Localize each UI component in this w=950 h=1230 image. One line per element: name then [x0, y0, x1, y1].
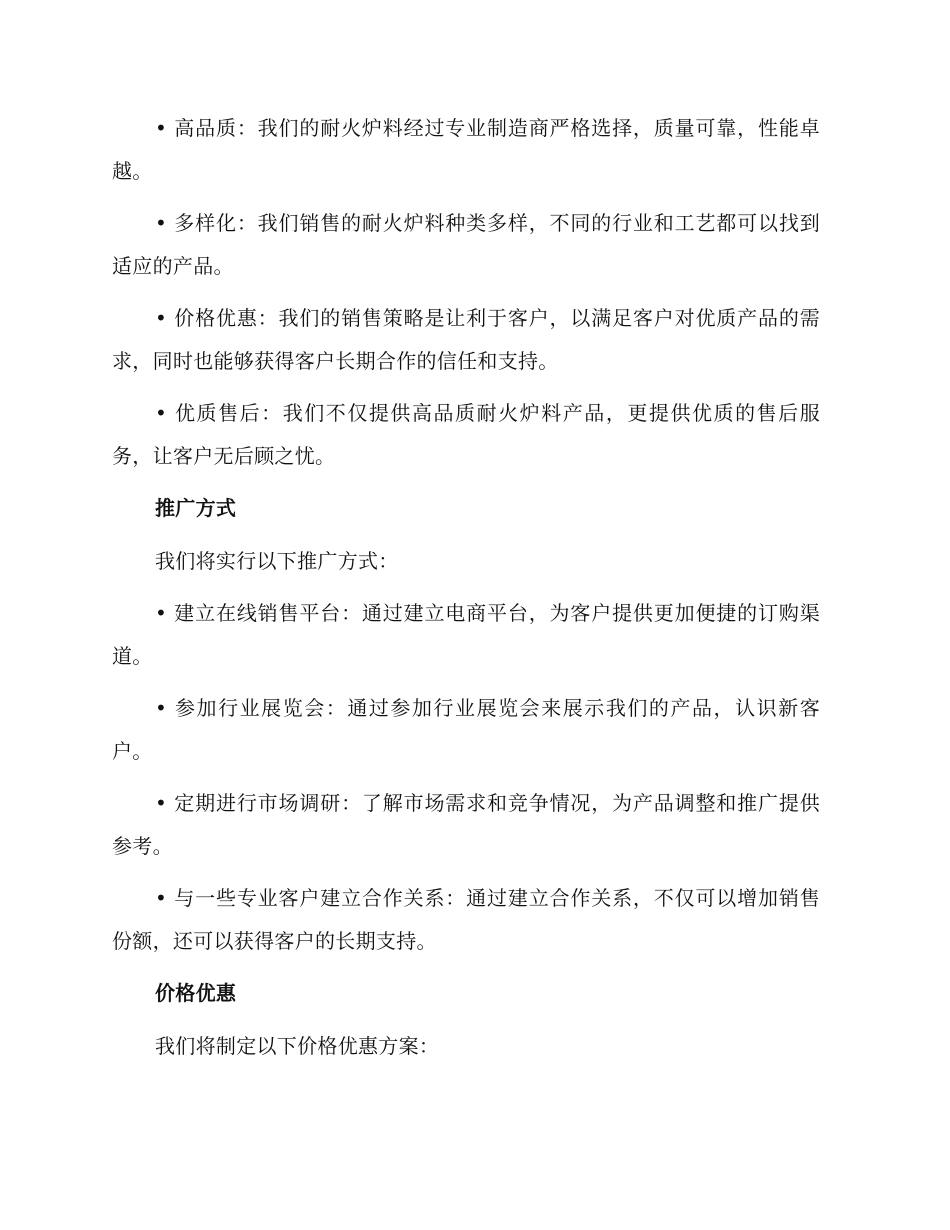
bullet-market-research: • 定期进行市场调研：了解市场需求和竞争情况，为产品调整和推广提供参考。: [112, 791, 820, 858]
promotion-intro: 我们将实行以下推广方式：: [155, 548, 399, 573]
bullet-variety: • 多样化：我们销售的耐火炉料种类多样，不同的行业和工艺都可以找到适应的产品。: [112, 211, 820, 278]
bullet-after-sales: • 优质售后：我们不仅提供高品质耐火炉料产品，更提供优质的售后服务，让客户无后顾之忧。: [112, 401, 820, 468]
document-body: [112, 107, 820, 1077]
bullet-online-platform: • 建立在线销售平台：通过建立电商平台，为客户提供更加便捷的订购渠道。: [112, 601, 820, 668]
bullet-high-quality: • 高品质：我们的耐火炉料经过专业制造商严格选择，质量可靠，性能卓越。: [112, 116, 820, 183]
section-heading-pricing: 价格优惠: [155, 981, 237, 1005]
bullet-trade-show: • 参加行业展览会：通过参加行业展览会来展示我们的产品，认识新客户。: [112, 696, 820, 763]
bullet-price-advantage: • 价格优惠：我们的销售策略是让利于客户，以满足客户对优质产品的需求，同时也能够获得客户长期合作的信任和支持。: [112, 306, 820, 373]
section-heading-promotion: 推广方式: [155, 496, 237, 520]
bullet-partnerships: • 与一些专业客户建立合作关系：通过建立合作关系，不仅可以增加销售份额，还可以获得客户的长期支持。: [112, 886, 820, 953]
pricing-intro: 我们将制定以下价格优惠方案：: [155, 1033, 440, 1058]
